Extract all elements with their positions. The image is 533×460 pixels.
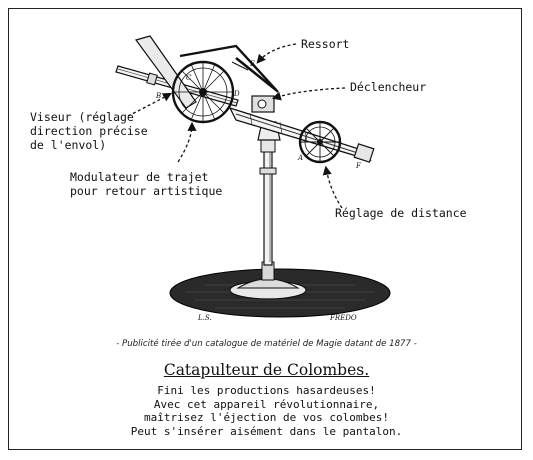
engraver-signature-left: L.S.: [198, 314, 212, 322]
letter-e: E: [250, 60, 256, 68]
arrow-declencheur: [274, 88, 345, 98]
description-line: Fini les productions hasardeuses!: [157, 384, 376, 397]
letter-f: F: [356, 162, 361, 170]
description-line: Peut s'insérer aisément dans le pantalon.: [130, 424, 403, 438]
letter-b: B: [156, 92, 162, 100]
product-title: Catapulteur de Colombes.: [163, 361, 370, 379]
spring-rod: [236, 58, 276, 90]
stand-column: [264, 150, 272, 265]
label-viseur: Viseur (réglage direction précise de l'envol): [30, 110, 148, 152]
description-line: maîtrisez l'éjection de vos colombes!: [143, 411, 390, 425]
distance-wheel: [300, 122, 340, 162]
label-reglage-distance: Réglage de distance: [335, 206, 467, 220]
letter-c: C: [186, 74, 192, 82]
engraver-signature-right: FREDO: [330, 314, 357, 322]
description-line: Avec cet appareil révolutionnaire,: [153, 397, 380, 411]
arrow-modulateur: [178, 124, 192, 162]
label-ressort: Ressort: [301, 37, 350, 51]
letter-a: A: [298, 154, 304, 162]
arrow-ressort: [258, 44, 296, 62]
source-caption: - Publicité tirée d'un catalogue de matériel de Magie datant de 1877 -: [116, 339, 417, 349]
letter-d: D: [234, 90, 240, 98]
label-declencheur: Déclencheur: [350, 80, 427, 94]
arrow-reglage: [326, 168, 342, 208]
description: [0, 384, 533, 438]
label-modulateur: Modulateur de trajet pour retour artistique: [70, 170, 223, 198]
trajectory-wheel: [173, 62, 233, 122]
